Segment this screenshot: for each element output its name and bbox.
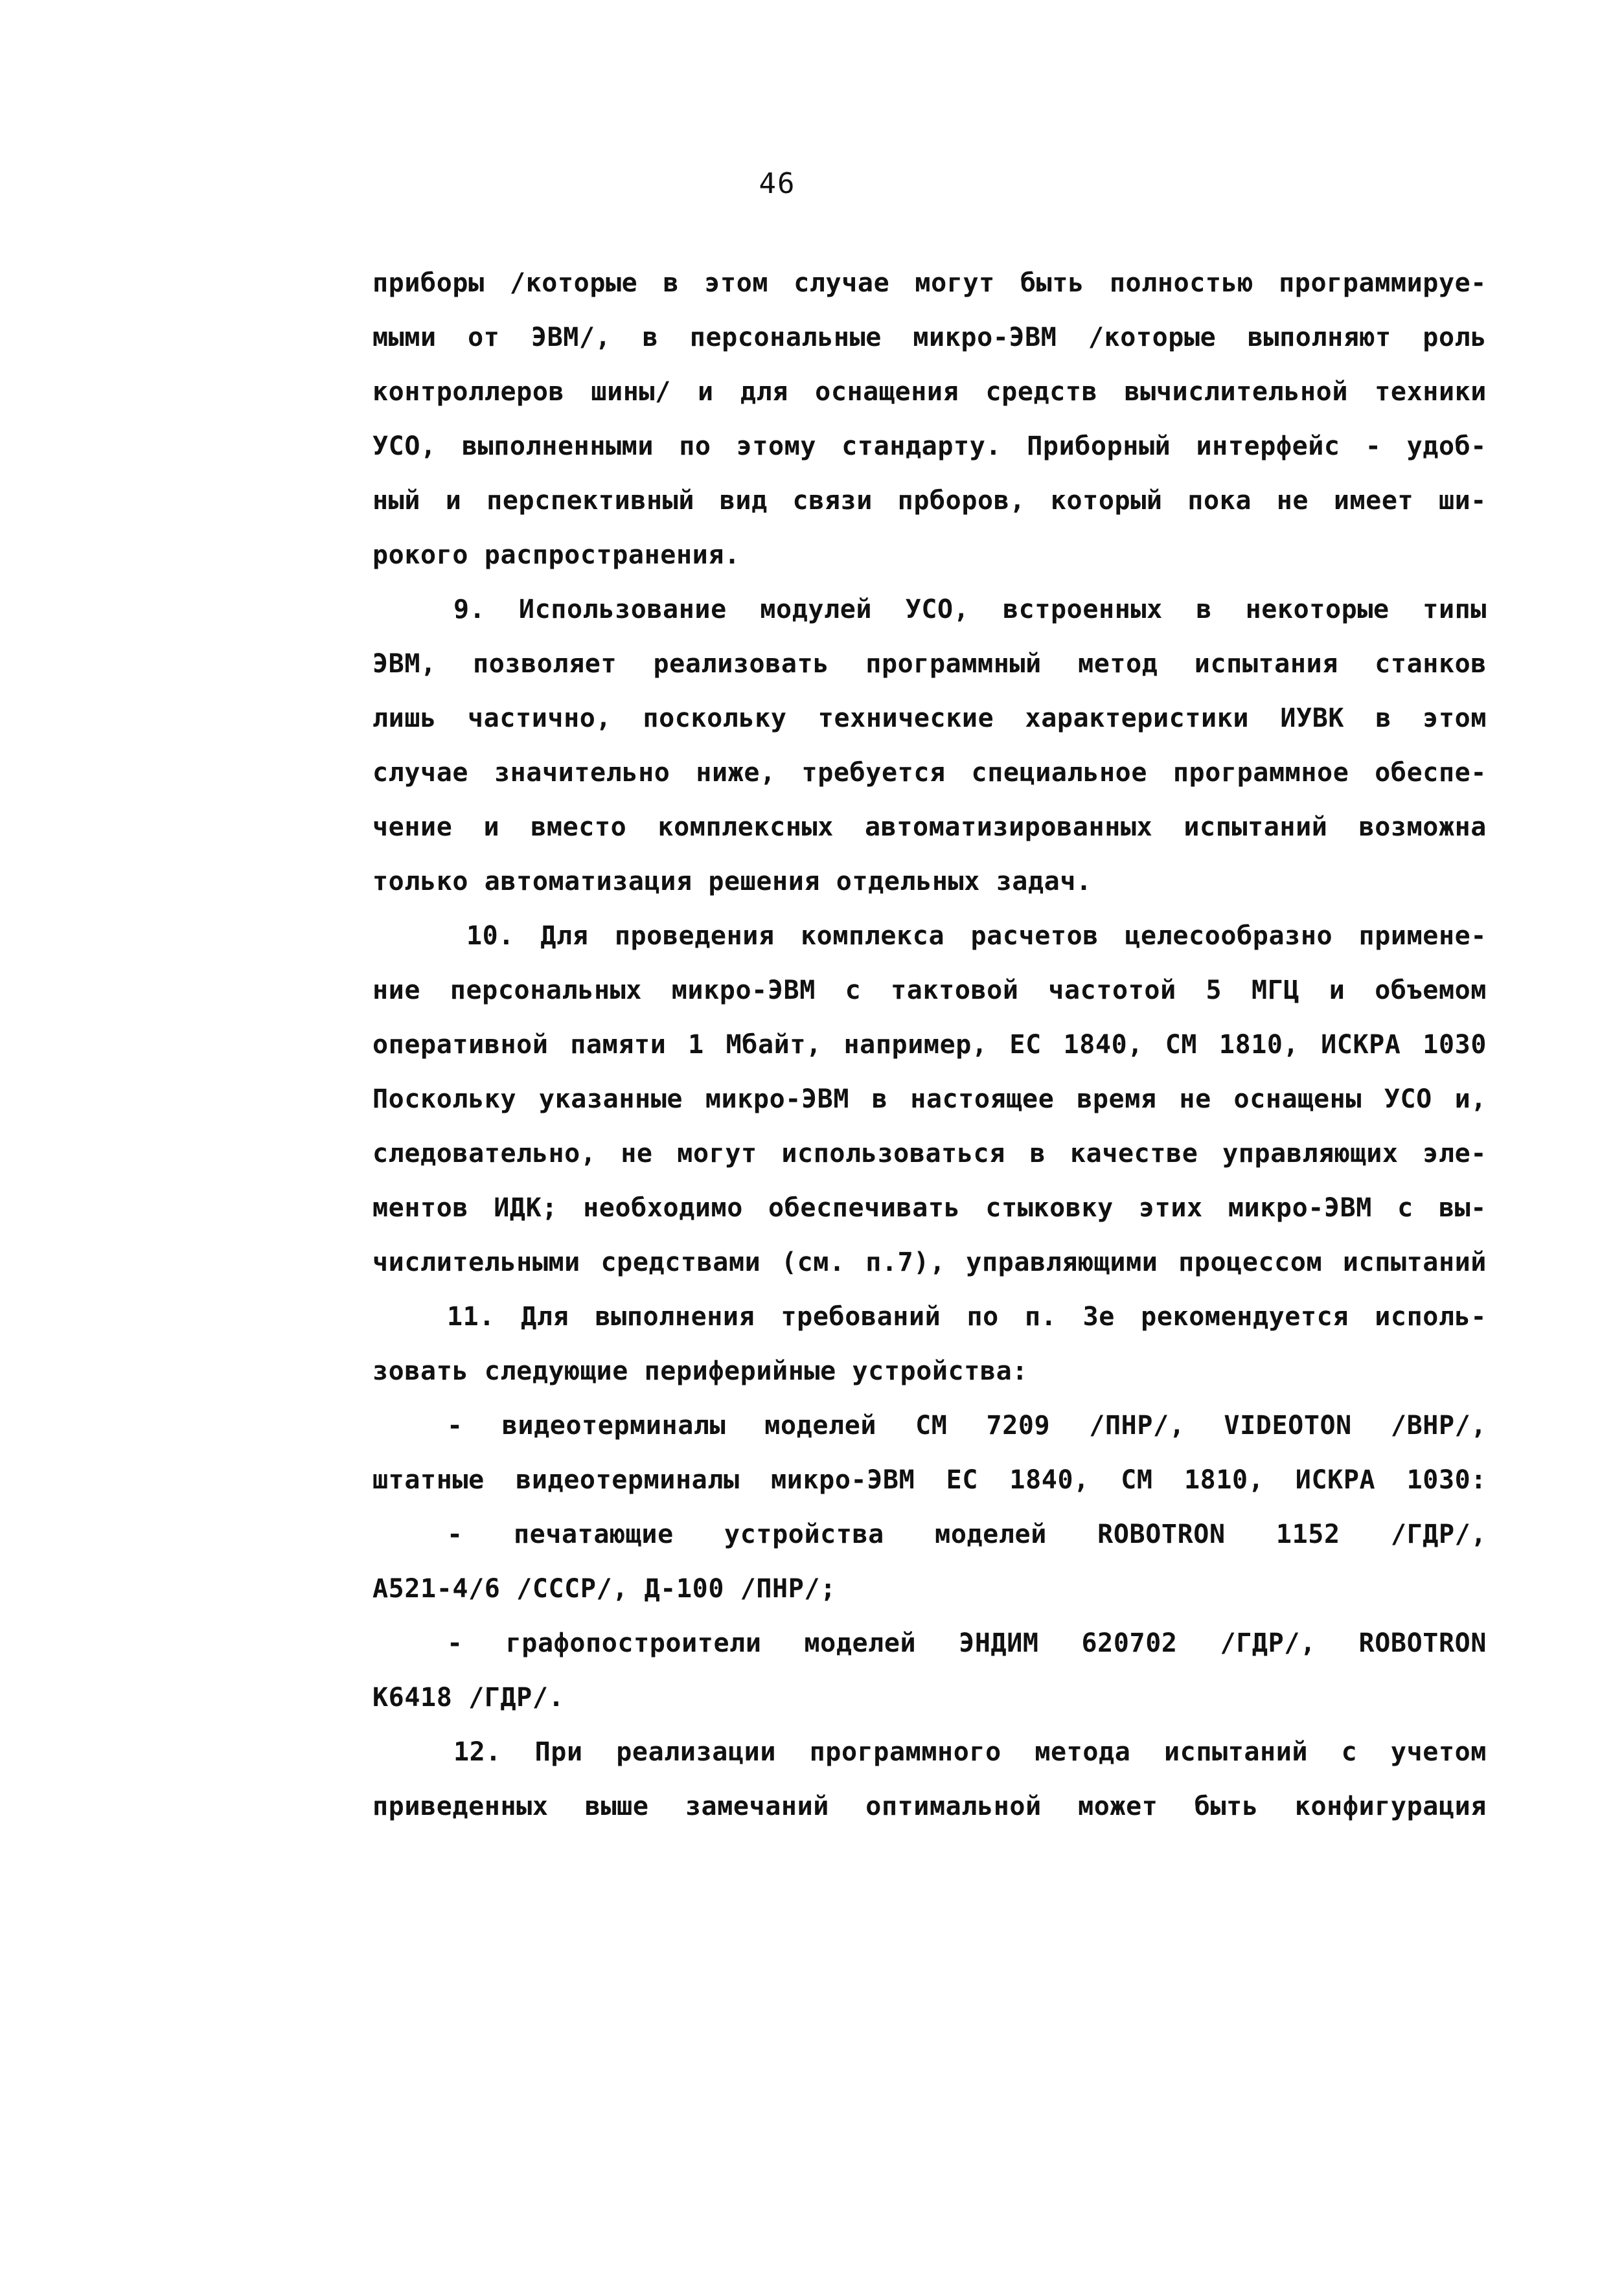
text-line: ный и перспективный вид связи прборов, который пока не имеет ши- (372, 486, 1487, 516)
text-line: рокого распространения. (372, 540, 740, 570)
text-line: лишь частично, поскольку технические характеристики ИУВК в этом (372, 703, 1487, 733)
text-line: К6418 /ГДР/. (372, 1683, 565, 1713)
text-line: контроллеров шины/ и для оснащения средств вычислительной техники (372, 377, 1487, 407)
text-line: ЭВМ, позволяет реализовать программный метод испытания станков (372, 649, 1487, 679)
text-line: приборы /которые в этом случае могут быть полностью программируе- (372, 268, 1487, 298)
paragraph-12-start: 12. При реализации программного метода испытаний с учетом (453, 1737, 1487, 1767)
text-line: УСО, выполненными по этому стандарту. Приборный интерфейс - удоб- (372, 431, 1487, 461)
text-line: случае значительно ниже, требуется специальное программное обеспе- (372, 758, 1487, 788)
paragraph-11-start: 11. Для выполнения требований по п. 3е рекомендуется исполь- (447, 1302, 1487, 1332)
text-line: оперативной памяти 1 Мбайт, например, ЕС 1840, СМ 1810, ИСКРА 1030 (372, 1030, 1487, 1060)
text-line: следовательно, не могут использоваться в качестве управляющих эле- (372, 1139, 1487, 1168)
text-line: мыми от ЭВМ/, в персональные микро-ЭВМ /которые выполняют роль (372, 323, 1487, 352)
list-item: - видеотерминалы моделей СМ 7209 /ПНР/, VIDEOTON /ВНР/, (447, 1411, 1487, 1441)
paragraph-10-start: 10. Для проведения комплекса расчетов целесообразно примене- (466, 921, 1487, 951)
text-line: Поскольку указанные микро-ЭВМ в настоящее время не оснащены УСО и, (372, 1084, 1487, 1114)
text-line: только автоматизация решения отдельных задач. (372, 867, 1092, 896)
text-line: ние персональных микро-ЭВМ с тактовой частотой 5 МГЦ и объемом (372, 975, 1487, 1005)
text-line: ментов ИДК; необходимо обеспечивать стыковку этих микро-ЭВМ с вы- (372, 1193, 1487, 1223)
text-line: зовать следующие периферийные устройства: (372, 1356, 1028, 1386)
text-line: числительными средствами (см. п.7), управляющими процессом испытаний (372, 1247, 1487, 1277)
page-number: 46 (759, 167, 796, 200)
text-line: штатные видеотерминалы микро-ЭВМ ЕС 1840, СМ 1810, ИСКРА 1030: (372, 1465, 1487, 1495)
text-line: А521-4/6 /СССР/, Д-100 /ПНР/; (372, 1574, 836, 1604)
list-item: - печатающие устройства моделей ROBOTRON 1152 /ГДР/, (447, 1520, 1487, 1549)
list-item: - графопостроители моделей ЭНДИМ 620702 /ГДР/, ROBOTRON (447, 1628, 1487, 1658)
paragraph-9-start: 9. Использование модулей УСО, встроенных в некоторые типы (453, 595, 1487, 624)
text-line: приведенных выше замечаний оптимальной может быть конфигурация (372, 1792, 1487, 1821)
text-line: чение и вместо комплексных автоматизированных испытаний возможна (372, 812, 1487, 842)
body-text (372, 256, 1487, 1834)
